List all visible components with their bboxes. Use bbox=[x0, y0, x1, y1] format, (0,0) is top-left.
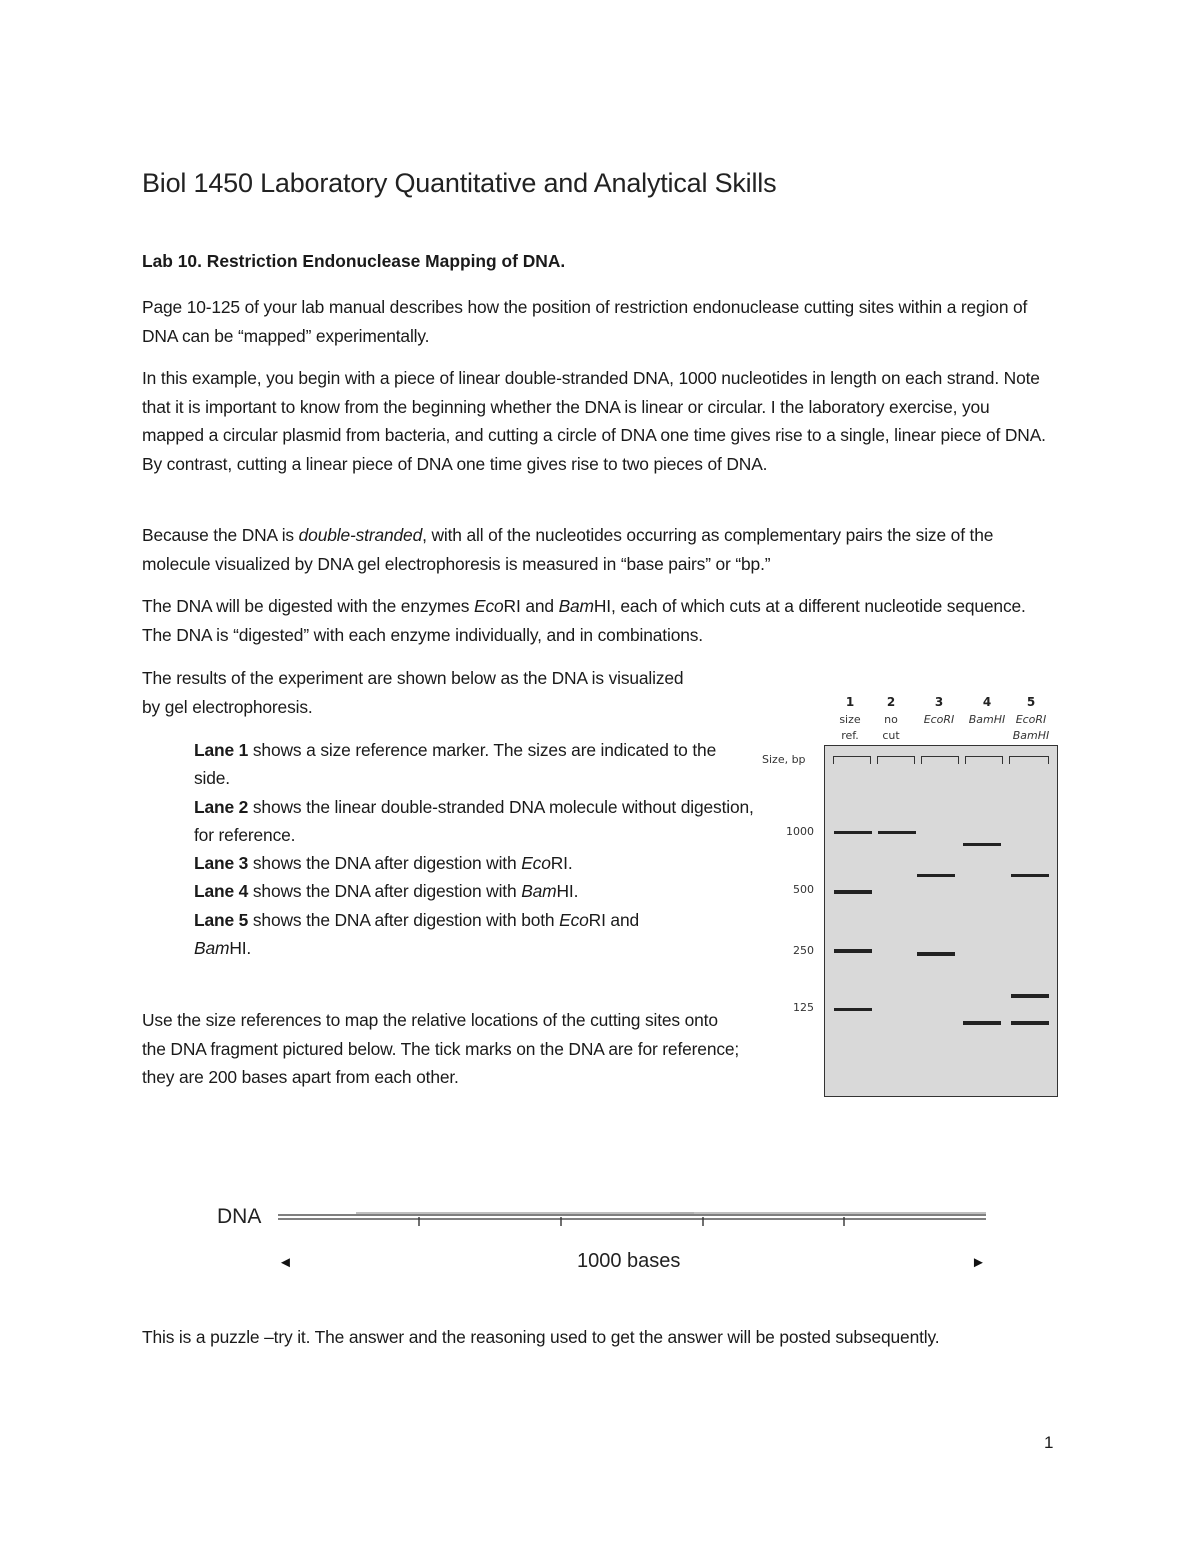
text-italic: Bam bbox=[558, 596, 594, 616]
paragraph-text: Page 10-125 of your lab manual describes how the position of restriction endonuclease cutting sites within a region of DNA can be “mapped” experimentally. bbox=[142, 297, 1028, 346]
paragraph-text: The results of the experiment are shown below as the DNA is visualized by gel electrophoresis. bbox=[142, 668, 684, 717]
gel-band-lane1-125 bbox=[834, 1008, 872, 1011]
dna-strand bbox=[276, 1208, 988, 1230]
text-run: , with all of the nucleotides occurring as complementary pairs the size of the molecule visualized by DNA gel electrophoresis is measured in “base pairs” or “bp.” bbox=[142, 525, 994, 574]
gel-band-lane1-1000 bbox=[834, 831, 872, 834]
paragraph-text bbox=[142, 592, 1047, 649]
size-marker-label: 1000 bbox=[786, 825, 814, 838]
lane-1-description: Lane 1 shows a size reference marker. The sizes are indicated to the side. bbox=[194, 740, 717, 789]
lane-2-description: Lane 2 shows the linear double-stranded DNA molecule without digestion, for reference. bbox=[194, 796, 754, 845]
left-arrow-icon: ◄ bbox=[278, 1254, 293, 1271]
paragraph-text: Use the size references to map the relative locations of the cutting sites onto the DNA fragment pictured below. The tick marks on the DNA are for reference; they are 200 bases apart from each other. bbox=[142, 1010, 740, 1087]
size-marker-label: 125 bbox=[793, 1001, 814, 1014]
lane-header-label: ref. bbox=[841, 729, 859, 742]
dna-label: DNA bbox=[217, 1205, 262, 1228]
paragraph-instructions bbox=[142, 1006, 742, 1092]
paragraph-enzymes bbox=[142, 592, 1047, 649]
gel-box bbox=[824, 745, 1058, 1097]
paragraph-text bbox=[142, 521, 1047, 578]
gel-well bbox=[877, 756, 915, 764]
lane-header-label: cut bbox=[882, 729, 900, 742]
paragraph-results bbox=[142, 664, 702, 721]
lane-header-label: no bbox=[884, 713, 898, 726]
text-italic: Eco bbox=[474, 596, 504, 616]
gel-well bbox=[833, 756, 871, 764]
paragraph-linear-dna bbox=[142, 364, 1047, 478]
paragraph-double-stranded bbox=[142, 521, 1047, 578]
text-italic: double-stranded bbox=[298, 525, 423, 545]
gel-well bbox=[921, 756, 959, 764]
gel-band-lane2-uncut bbox=[878, 831, 916, 834]
right-arrow-icon: ► bbox=[971, 1254, 986, 1271]
size-axis-label: Size, bp bbox=[762, 753, 806, 766]
text-run: Because the DNA is bbox=[142, 525, 299, 545]
gel-band-lane3-upper bbox=[917, 874, 955, 877]
paragraph-text: In this example, you begin with a piece of linear double-stranded DNA, 1000 nucleotides in length on each strand. Note that it is important to know from the beginning whether the DNA is linear or circular. I the laboratory exercise, you mapped a circular plasmid from bacteria, and cutting a circle of DNA one time gives rise to a single, linear piece of DNA. By contrast, cutting a linear piece of DNA one time gives rise to two pieces of DNA. bbox=[142, 368, 1046, 474]
gel-band-lane5-2 bbox=[1011, 994, 1049, 998]
paragraph-text: This is a puzzle –try it. The answer and the reasoning used to get the answer will be posted subsequently. bbox=[142, 1327, 940, 1347]
document-title: Biol 1450 Laboratory Quantitative and Analytical Skills bbox=[142, 168, 777, 198]
lane-number: 4 bbox=[982, 695, 992, 709]
lane-header-label: BamHI bbox=[968, 713, 1006, 726]
dna-length-label: 1000 bases bbox=[577, 1250, 681, 1272]
gel-well bbox=[1009, 756, 1049, 764]
gel-band-lane1-250 bbox=[834, 949, 872, 953]
lane-header-label: EcoRI bbox=[923, 713, 955, 726]
lane-4-description: Lane 4 shows the DNA after digestion with BamHI. bbox=[194, 881, 579, 902]
lane-header-label: EcoRI bbox=[1015, 713, 1047, 726]
text-run: HI, each of which cuts at a different nucleotide sequence. The DNA is “digested” with each enzyme individually, and in combinations. bbox=[142, 596, 1026, 645]
gel-band-lane3-lower bbox=[917, 952, 955, 956]
gel-band-lane4-upper bbox=[963, 843, 1001, 846]
lane-5-description: Lane 5 shows the DNA after digestion with both EcoRI and BamHI. bbox=[194, 909, 639, 959]
lane-number: 1 bbox=[845, 695, 855, 709]
lane-number: 3 bbox=[934, 695, 944, 709]
gel-band-lane1-500 bbox=[834, 890, 872, 894]
lane-descriptions bbox=[194, 736, 754, 962]
page-number: 1 bbox=[1044, 1433, 1054, 1452]
gel-well bbox=[965, 756, 1003, 764]
lane-3-description: Lane 3 shows the DNA after digestion with EcoRI. bbox=[194, 853, 573, 874]
lab-heading: Lab 10. Restriction Endonuclease Mapping of DNA. bbox=[142, 251, 566, 271]
gel-band-lane4-lower bbox=[963, 1021, 1001, 1025]
lane-header-label: BamHI bbox=[1012, 729, 1050, 742]
lane-number: 2 bbox=[886, 695, 896, 709]
paragraph-intro bbox=[142, 293, 1047, 350]
paragraph-puzzle bbox=[142, 1323, 1047, 1352]
size-marker-label: 500 bbox=[793, 883, 814, 896]
text-run: RI and bbox=[503, 596, 559, 616]
gel-band-lane5-1 bbox=[1011, 874, 1049, 877]
text-run: The DNA will be digested with the enzymes bbox=[142, 596, 475, 616]
lane-number: 5 bbox=[1026, 695, 1036, 709]
lane-header-label: size bbox=[839, 713, 861, 726]
size-marker-label: 250 bbox=[793, 944, 814, 957]
gel-band-lane5-3 bbox=[1011, 1021, 1049, 1025]
